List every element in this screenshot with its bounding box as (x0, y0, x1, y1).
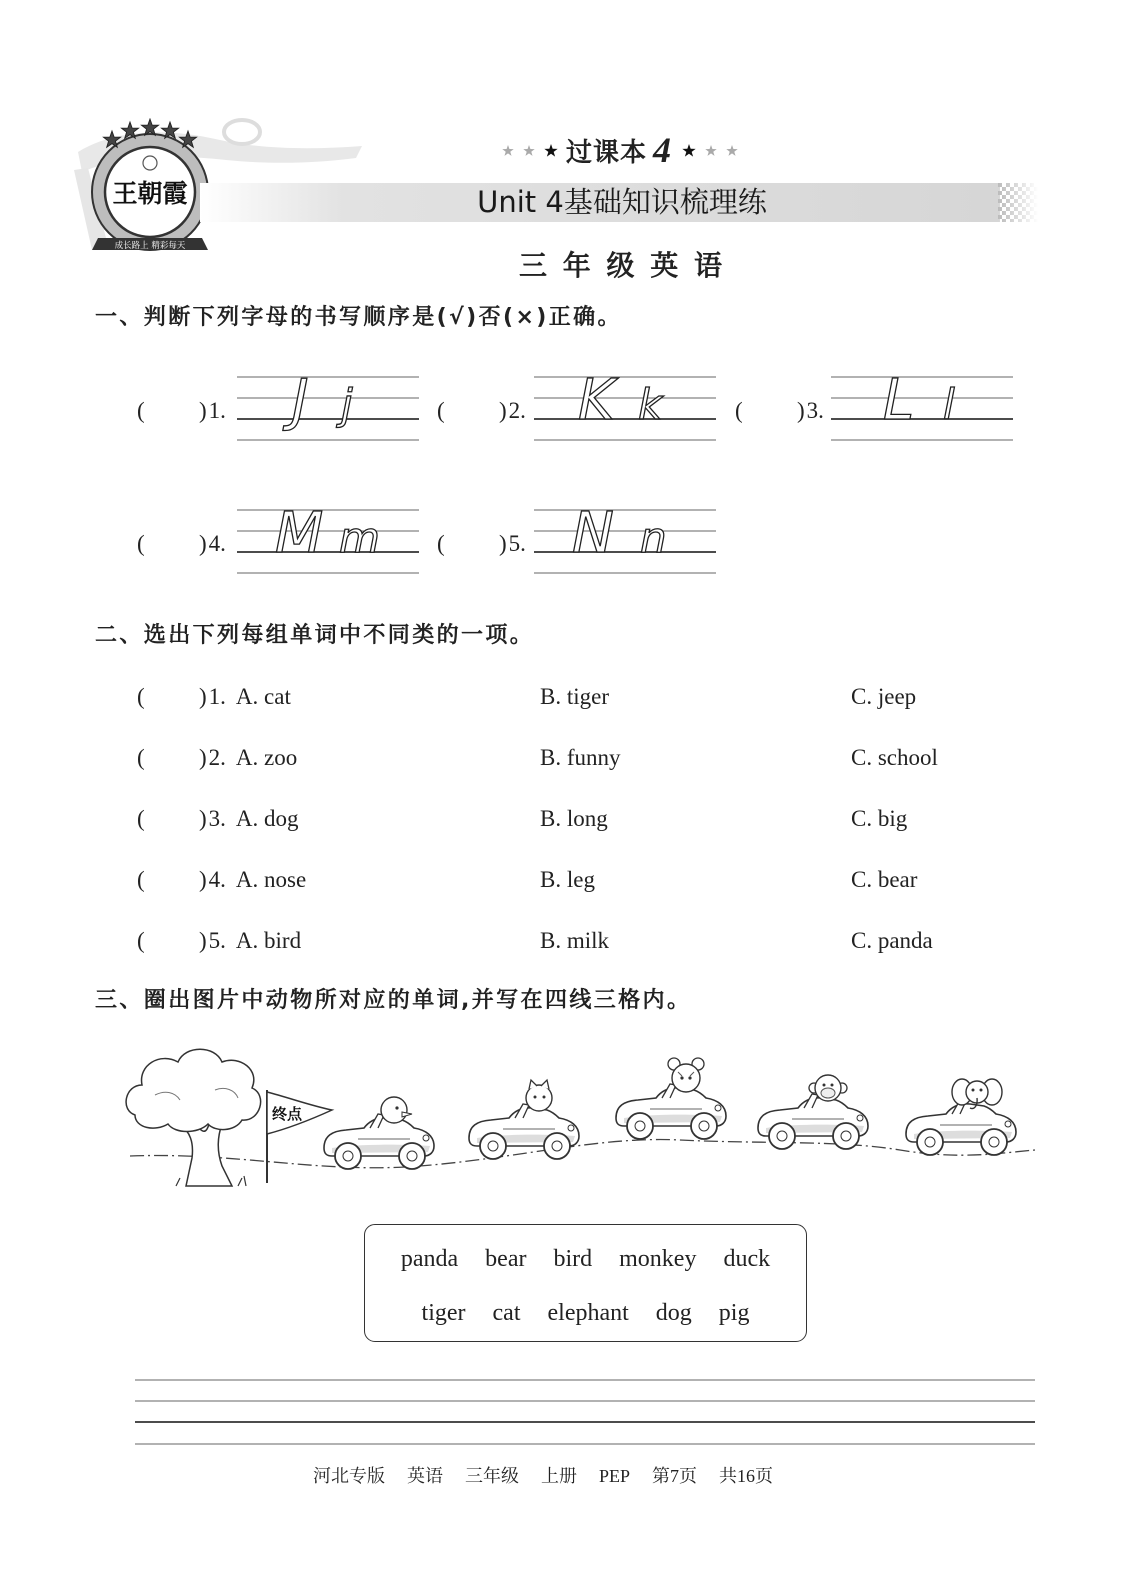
item-number: 4. (208, 867, 226, 892)
item-number: 2. (208, 745, 226, 770)
option-b: B. tiger (540, 684, 609, 709)
finish-flag-label: 终点 (272, 1105, 303, 1123)
car-5 (906, 1079, 1016, 1155)
tree (126, 1049, 261, 1186)
item-number: 5. (208, 928, 226, 953)
uppercase-letter: J (292, 368, 309, 433)
choice-row (0, 866, 1139, 894)
star-icon (141, 119, 158, 135)
section2-heading: 二、选出下列每组单词中不同类的一项。 (95, 623, 535, 648)
option-b: B. long (540, 806, 608, 831)
footer-subject: 英语 (407, 1466, 443, 1486)
footer-page-total: 共16页 (719, 1466, 774, 1486)
word-bank-word: bird (553, 1246, 593, 1272)
option-a: A. bird (235, 928, 302, 953)
word-bank-word: cat (492, 1300, 521, 1326)
series-label (500, 131, 741, 169)
option-b: B. funny (540, 745, 621, 770)
stars-left-icon (500, 140, 562, 160)
answer-bracket-close: ) (199, 806, 207, 831)
answer-bracket-close: ) (199, 684, 207, 709)
lowercase-letter: j (341, 380, 353, 429)
answer-writing-grid (135, 1377, 1035, 1447)
answer-bracket-open: ( (137, 806, 145, 831)
word-bank-row (365, 1244, 806, 1274)
item-number-group (797, 397, 824, 425)
choice-row (0, 744, 1139, 772)
item-number: 3. (806, 398, 824, 423)
item-number: 2. (508, 398, 526, 423)
item-number-group (199, 927, 301, 955)
word-bank (364, 1224, 807, 1342)
footer-textbook: PEP (599, 1466, 631, 1486)
car-3 (616, 1058, 726, 1139)
page-subtitle: 三 年 级 英 语 (519, 249, 725, 282)
letter-writing-grid (534, 501, 716, 576)
item-number-group (499, 530, 526, 558)
item-number: 1. (208, 398, 226, 423)
answer-bracket-close: ) (199, 745, 207, 770)
word-bank-word: pig (718, 1300, 750, 1326)
answer-bracket-open: ( (137, 531, 145, 556)
choice-row (0, 805, 1139, 833)
answer-bracket-open: ( (137, 745, 145, 770)
answer-bracket-open: ( (137, 867, 145, 892)
answer-bracket-open: ( (137, 928, 145, 953)
footer-page-number: 第7页 (652, 1466, 698, 1486)
road-line (130, 1140, 1035, 1168)
word-bank-word: tiger (421, 1300, 466, 1326)
uppercase-letter: N (572, 501, 614, 566)
answer-bracket-close: ) (199, 531, 207, 556)
footer-edition: 河北专版 (313, 1466, 385, 1486)
answer-bracket-open: ( (137, 398, 145, 423)
word-bank-row (365, 1298, 806, 1328)
item-number-group (199, 866, 306, 894)
uppercase-letter: L (883, 368, 915, 433)
option-c: C. big (851, 806, 908, 831)
item-number-group (199, 744, 297, 772)
option-a: A. dog (235, 806, 299, 831)
answer-bracket-close: ) (199, 928, 207, 953)
answer-bracket-open: ( (437, 531, 445, 556)
item-number-group (199, 805, 299, 833)
option-a: A. cat (235, 684, 291, 709)
item-number-group (199, 683, 291, 711)
page-footer (313, 1463, 773, 1489)
footer-grade: 三年级 (465, 1466, 519, 1486)
lowercase-letter: n (640, 513, 667, 562)
item-number: 5. (508, 531, 526, 556)
option-b: B. leg (540, 867, 595, 892)
option-b: B. milk (540, 928, 610, 953)
choice-row (0, 927, 1139, 955)
word-bank-word: elephant (547, 1300, 629, 1326)
logo-motto: 成长路上 精彩每天 (114, 241, 186, 251)
stars-right-icon (679, 140, 741, 160)
item-number: 4. (208, 531, 226, 556)
option-c: C. school (851, 745, 938, 770)
footer-volume: 上册 (541, 1466, 577, 1486)
section3-heading: 三、圈出图片中动物所对应的单词,并写在四线三格内。 (95, 988, 692, 1013)
car-1 (324, 1097, 434, 1169)
answer-bracket-open: ( (137, 684, 145, 709)
answer-bracket-open: ( (735, 398, 743, 423)
word-bank-word: duck (723, 1246, 771, 1272)
lowercase-letter: l (943, 380, 955, 429)
lowercase-letter: k (638, 380, 663, 429)
option-a: A. zoo (235, 745, 298, 770)
answer-bracket-close: ) (199, 398, 207, 423)
page-title: Unit 4基础知识梳理练 (477, 185, 767, 219)
series-number: 4 (653, 130, 672, 170)
answer-bracket-close: ) (499, 531, 507, 556)
uppercase-letter: M (275, 501, 324, 566)
item-number: 3. (208, 806, 226, 831)
answer-bracket-close: ) (199, 867, 207, 892)
word-bank-word: dog (655, 1300, 692, 1326)
car-2 (469, 1080, 579, 1159)
section1-heading: 一、判断下列字母的书写顺序是(√)否(×)正确。 (95, 305, 622, 330)
option-c: C. panda (851, 928, 933, 953)
checker-pattern (998, 183, 1038, 222)
answer-bracket-close: ) (499, 398, 507, 423)
choice-row (0, 683, 1139, 711)
word-bank-word: bear (485, 1246, 527, 1272)
car-4 (758, 1075, 868, 1149)
option-c: C. jeep (851, 684, 917, 709)
finish-flag (267, 1090, 332, 1183)
letter-writing-grid (831, 368, 1013, 443)
answer-bracket-open: ( (437, 398, 445, 423)
word-bank-word: monkey (619, 1246, 697, 1272)
answer-bracket-close: ) (797, 398, 805, 423)
word-bank-word: panda (400, 1246, 459, 1272)
logo-name: 王朝霞 (112, 179, 188, 208)
series-name: 过课本 (566, 137, 648, 168)
option-c: C. bear (851, 867, 918, 892)
item-number: 1. (208, 684, 226, 709)
option-a: A. nose (235, 867, 307, 892)
lowercase-letter: m (339, 513, 380, 562)
race-illustration (120, 1040, 1040, 1195)
uppercase-letter: K (578, 368, 615, 433)
